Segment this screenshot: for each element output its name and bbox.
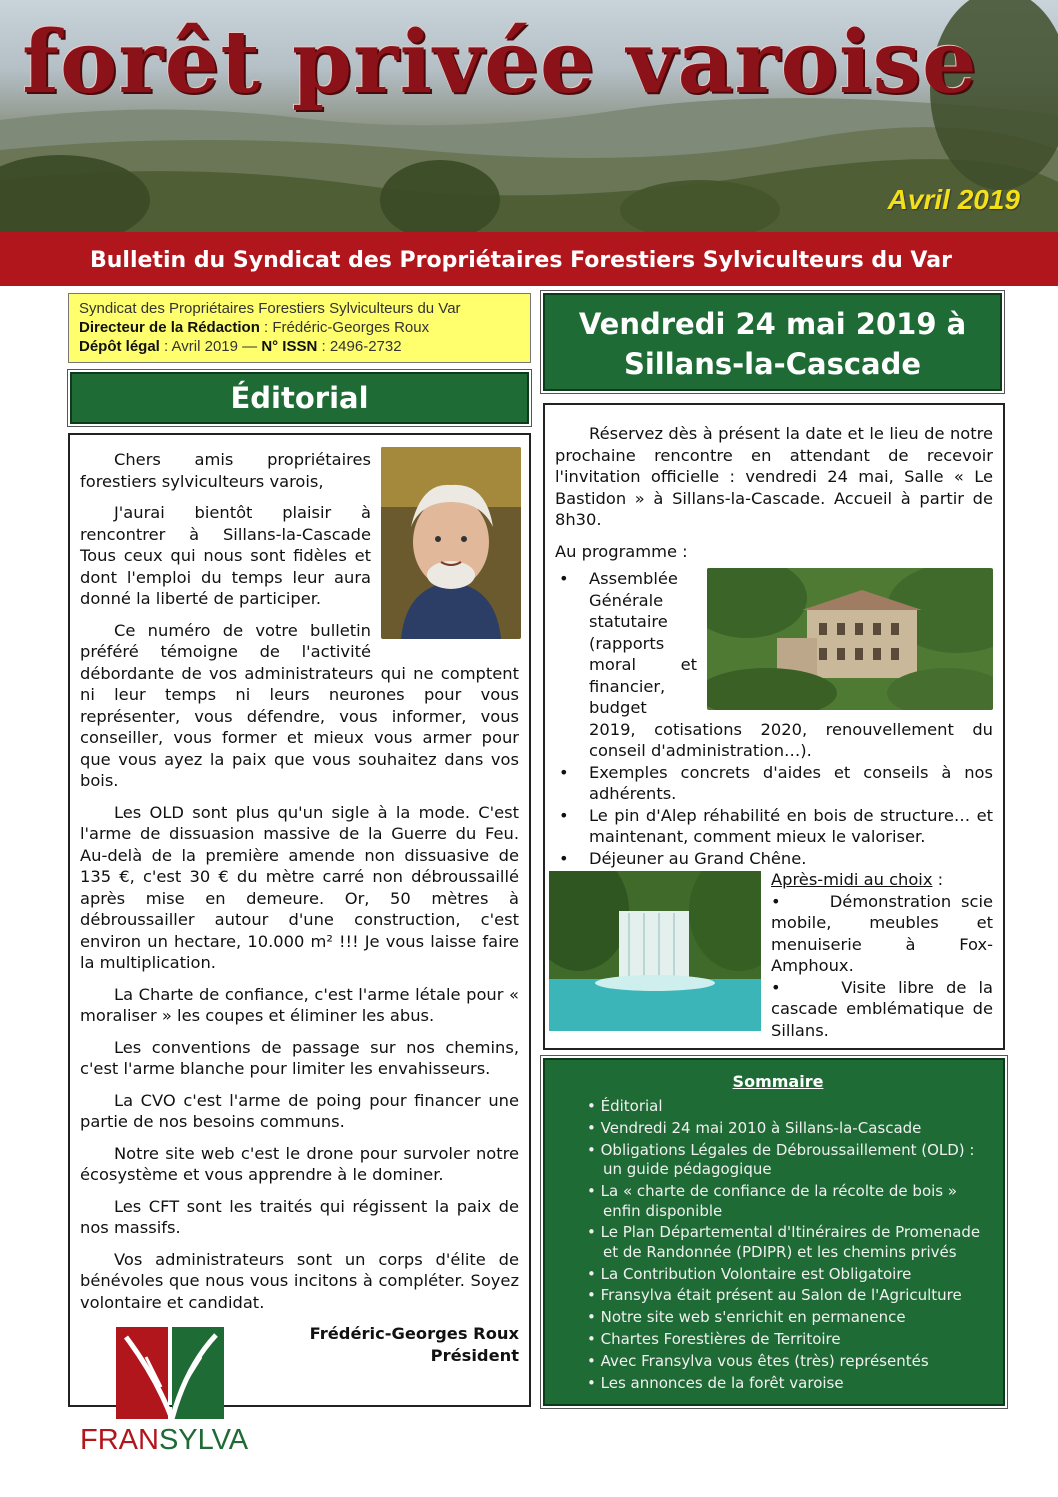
summary-item[interactable]: • Fransylva était présent au Salon de l'Agriculture — [567, 1286, 989, 1306]
summary-item[interactable]: • Obligations Légales de Débroussaillement (OLD) : un guide pédagogique — [567, 1141, 989, 1180]
editorial-paragraph: La CVO c'est l'arme de poing pour financer une partie de nos besoins communs. — [80, 1090, 519, 1131]
editorial-heading: Éditorial — [70, 372, 529, 424]
venue-photo — [707, 568, 993, 710]
summary-item[interactable]: • La « charte de confiance de la récolte de bois » enfin disponible — [567, 1182, 989, 1221]
editorial-paragraph: Vos administrateurs sont un corps d'élite de bénévoles que nous vous incitons à compléter. Soyez volontaire et candidat. — [80, 1249, 519, 1312]
deposit-value: : Avril 2019 — — [159, 338, 262, 355]
event-heading — [543, 293, 1002, 391]
waterfall-photo — [549, 871, 761, 1031]
deposit-line — [79, 337, 520, 356]
editorial-paragraph: Notre site web c'est le drone pour survoler notre écosystème et vous apprendre à le dominer. — [80, 1143, 519, 1184]
logo-text-sylva: SYLVA — [158, 1423, 249, 1456]
summary-item[interactable]: • Le Plan Départemental d'Itinéraires de Promenade et de Randonnée (PDIPR) et les chemins privés — [567, 1223, 989, 1262]
editorial-paragraph: Les CFT sont les traités qui régissent la paix de nos massifs. — [80, 1196, 519, 1237]
director-label: Directeur de la Rédaction — [79, 319, 260, 336]
organization-name: Syndicat des Propriétaires Forestiers Sylviculteurs du Var — [79, 300, 461, 317]
afternoon-item: • Visite libre de la cascade emblématique de Sillans. — [771, 977, 994, 1040]
afternoon-colon: : — [932, 870, 944, 889]
author-portrait — [381, 447, 521, 639]
deposit-label: Dépôt légal — [79, 338, 160, 355]
publication-info-box — [68, 293, 531, 363]
summary-item[interactable]: • Chartes Forestières de Territoire — [567, 1330, 989, 1350]
masthead — [0, 0, 1058, 232]
program-item: • Exemples concrets d'aides et conseils à nos adhérents. — [555, 762, 993, 805]
summary-item[interactable]: • La Contribution Volontaire est Obligatoire — [567, 1265, 989, 1285]
editorial-paragraph: Chers amis propriétaires forestiers sylviculteurs varois, — [80, 450, 371, 491]
program-list — [555, 568, 993, 869]
issn-value: : 2496-2732 — [317, 338, 402, 355]
afternoon-title: Après-midi au choix — [771, 870, 933, 889]
editorial-paragraph: Les conventions de passage sur nos chemins, c'est l'arme blanche pour limiter les envahisseurs. — [80, 1037, 519, 1078]
program-item: • Le pin d'Alep réhabilité en bois de structure… et maintenant, comment mieux le valoriser. — [555, 805, 993, 848]
summary-item[interactable]: • Vendredi 24 mai 2010 à Sillans-la-Cascade — [567, 1119, 989, 1139]
afternoon-item: • Démonstration scie mobile, meubles et menuiserie à Fox-Amphoux. — [771, 891, 993, 975]
program-item: • Assemblée Générale statutaire (rapports moral et financier, budget 2019, cotisations 2020, renouvellement du conseil d'administration…). — [555, 568, 993, 762]
issn-label: N° ISSN — [261, 338, 318, 355]
event-body — [543, 403, 1005, 1050]
editorial-body — [68, 433, 531, 1456]
summary-item[interactable]: • Notre site web s'enrichit en permanence — [567, 1308, 989, 1328]
signature-role: Président — [430, 1346, 519, 1365]
director-line — [79, 318, 520, 337]
summary-title: Sommaire — [732, 1072, 824, 1091]
director-value: : Frédéric-Georges Roux — [259, 319, 430, 336]
subtitle-bar: Bulletin du Syndicat des Propriétaires Forestiers Sylviculteurs du Var — [0, 232, 1058, 286]
fransylva-logo — [76, 1327, 249, 1456]
afternoon-section — [555, 869, 993, 1041]
fransylva-logo-text — [80, 1423, 249, 1456]
program-label: Au programme : — [555, 541, 688, 561]
editorial-paragraph: Les OLD sont plus qu'un sigle à la mode. C'est l'arme de dissuasion massive de la Guerre du Feu. Au-delà de la première amende non dissuasive de 135 €, c'est 30 € du mètre carré non débroussaillé après mise en demeure. Or, 50 mètres à débroussailler autour d'une construction, c'est environ un hectare, 10.000 m² !!! Je vous laisse faire la multiplication. — [80, 802, 519, 972]
editorial-paragraph: La Charte de confiance, c'est l'arme létale pour « moraliser » les coupes et éliminer les abus. — [80, 984, 519, 1025]
summary-item[interactable]: • Avec Fransylva vous êtes (très) représentés — [567, 1352, 989, 1372]
logo-text-fran: FRAN — [80, 1423, 159, 1456]
summary-list — [567, 1097, 989, 1393]
event-heading-line2: Sillans-la-Cascade — [623, 347, 922, 381]
program-item: • Déjeuner au Grand Chêne. — [555, 848, 993, 870]
editorial-paragraph: J'aurai bientôt plaisir à rencontrer à Sillans-la-Cascade Tous ceux qui nous sont fidèles et dont l'emploi du temps leur aura donné la liberté de participer. — [80, 503, 371, 608]
summary-item[interactable]: • Éditorial — [567, 1097, 989, 1117]
signature-name: Frédéric-Georges Roux — [309, 1324, 519, 1343]
table-of-contents — [543, 1058, 1005, 1406]
editorial-paragraph: Ce numéro de votre bulletin préféré témoigne de l'activité débordante de vos administrateurs qui ne comptent ni leur temps ni leurs neurones pour vous représenter, vous défendre, vous informer, vous conseiller, vous former et mieux vous armer pour que vous ayez la paix que vous souhaitez dans vos bois. — [80, 620, 519, 790]
issue-date: Avril 2019 — [887, 184, 1020, 215]
event-heading-line1: Vendredi 24 mai 2019 à — [578, 307, 967, 341]
event-intro: Réservez dès à présent la date et le lieu de notre prochaine rencontre en attendant de recevoir l'invitation officielle : vendredi 24 mai, Salle « Le Bastidon » à Sillans-la-Cascade. Accueil à partir de 8h30. — [555, 424, 993, 529]
publication-title: forêt privée varoise — [22, 12, 978, 113]
summary-item[interactable]: • Les annonces de la forêt varoise — [567, 1374, 989, 1394]
